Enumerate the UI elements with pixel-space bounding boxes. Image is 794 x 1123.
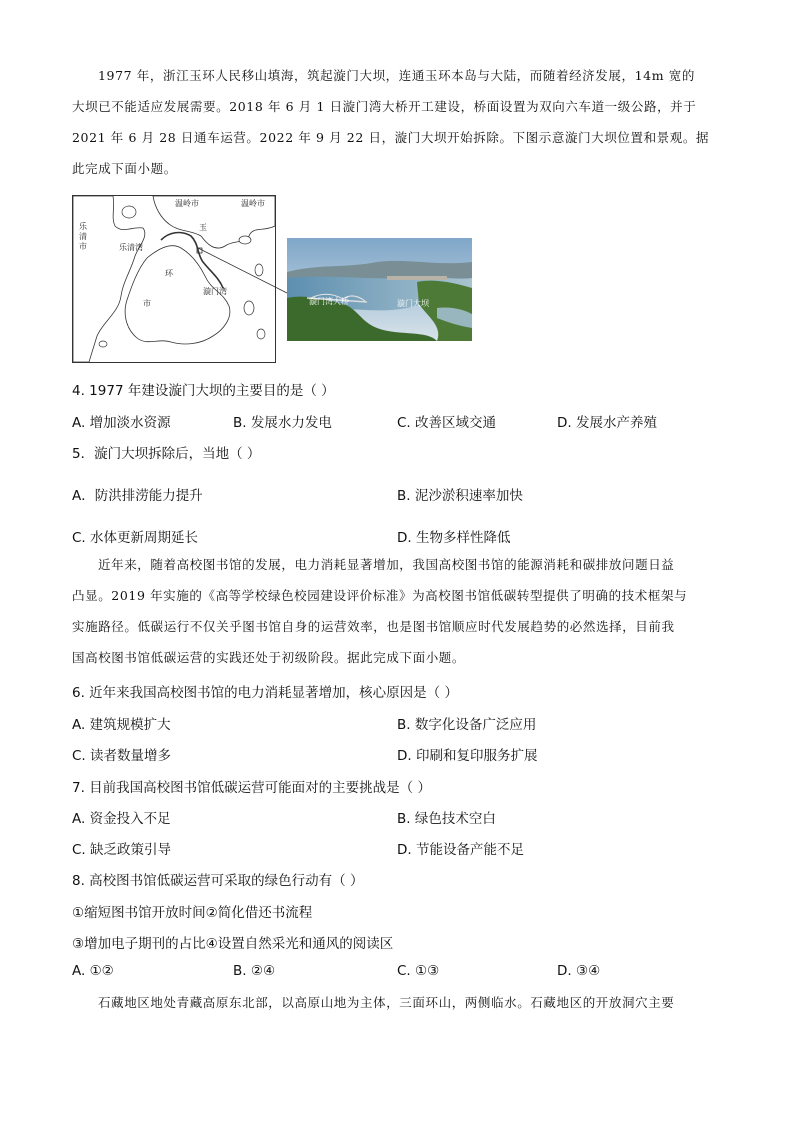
map-label-shi: 市	[143, 299, 151, 308]
q7-option-c[interactable]: C. 缺乏政策引导	[72, 842, 172, 858]
intro-paragraph-1	[72, 60, 722, 184]
map-label-yu: 玉	[199, 223, 207, 232]
intro2-line-2: 凸显。2019 年实施的《高等学校绿色校园建设评价标准》为高校图书馆低碳转型提供了明确的技术框架与	[72, 588, 688, 603]
intro1-line-4: 此完成下面小题。	[72, 161, 177, 176]
q8-option-c[interactable]: C. ①③	[397, 963, 440, 979]
q7-option-a[interactable]: A. 资金投入不足	[72, 811, 171, 827]
intro1-line-2: 大坝已不能适应发展需要。2018 年 6 月 1 日漩门湾大桥开工建设，桥面设置为双向六车道一级公路，并于	[72, 99, 697, 114]
q5-option-c[interactable]: C. 水体更新周期延长	[72, 530, 199, 546]
q4-option-c[interactable]: C. 改善区域交通	[397, 415, 497, 431]
photo-label-dam: 漩门大坝	[397, 299, 429, 308]
intro1-line-3: 2021 年 6 月 28 日通车运营。2022 年 9 月 22 日，漩门大坝开始拆除。下图示意漩门大坝位置和景观。据	[72, 130, 710, 145]
q6-option-c[interactable]: C. 读者数量增多	[72, 748, 172, 764]
q7-stem: 7. 目前我国高校图书馆低碳运营可能面对的主要挑战是（ ）	[72, 780, 431, 796]
q8-item-line-1: ①缩短图书馆开放时间②简化借还书流程	[72, 905, 313, 921]
map-label-wenling-2: 温岭市	[241, 199, 265, 208]
q4-option-d[interactable]: D. 发展水产养殖	[557, 415, 657, 431]
q7-option-d[interactable]: D. 节能设备产能不足	[397, 842, 524, 858]
q5-option-b[interactable]: B. 泥沙淤积速率加快	[397, 488, 523, 504]
q4-option-a[interactable]: A. 增加淡水资源	[72, 415, 171, 431]
intro2-line-1: 近年来，随着高校图书馆的发展，电力消耗显著增加，我国高校图书馆的能源消耗和碳排放问题日益	[98, 557, 675, 572]
q6-option-d[interactable]: D. 印刷和复印服务扩展	[397, 748, 538, 764]
map-label-wenling-1: 温岭市	[175, 199, 199, 208]
dam-landscape-photo	[287, 238, 472, 341]
intro-paragraph-3	[72, 987, 722, 1018]
map-photo-connector	[195, 245, 295, 305]
intro1-line-1: 1977 年，浙江玉环人民移山填海，筑起漩门大坝，连通玉环本岛与大陆，而随着经济发展，14m 宽的	[98, 68, 695, 83]
photo-label-bridge: 漩门湾大桥	[309, 297, 349, 306]
intro-paragraph-2	[72, 549, 722, 673]
q8-item-line-2: ③增加电子期刊的占比④设置自然采光和通风的阅读区	[72, 936, 394, 952]
map-label-yueqing-bay: 乐清湾	[119, 243, 143, 252]
q6-stem: 6. 近年来我国高校图书馆的电力消耗显著增加，核心原因是（ ）	[72, 685, 458, 701]
photo-drawing	[287, 238, 472, 341]
q4-option-b[interactable]: B. 发展水力发电	[233, 415, 332, 431]
q8-stem: 8. 高校图书馆低碳运营可采取的绿色行动有（ ）	[72, 873, 364, 889]
map-label-xuanmen-bay: 漩门湾	[203, 287, 227, 296]
q8-option-d[interactable]: D. ③④	[557, 963, 601, 979]
map-label-huan: 环	[165, 269, 173, 278]
q8-option-b[interactable]: B. ②④	[233, 963, 276, 979]
intro2-line-3: 实施路径。低碳运行不仅关乎图书馆自身的运营效率，也是图书馆顺应时代发展趋势的必然选择，目前我	[72, 619, 675, 634]
map-label-yueqing: 乐清市	[79, 222, 87, 251]
q8-option-a[interactable]: A. ①②	[72, 963, 114, 979]
q6-option-a[interactable]: A. 建筑规模扩大	[72, 717, 171, 733]
q7-option-b[interactable]: B. 绿色技术空白	[397, 811, 496, 827]
q5-option-a[interactable]: A．防洪排涝能力提升	[72, 488, 203, 504]
q5-option-d[interactable]: D. 生物多样性降低	[397, 530, 511, 546]
q5-stem: 5．漩门大坝拆除后，当地（ ）	[72, 446, 261, 462]
intro2-line-4: 国高校图书馆低碳运营的实践还处于初级阶段。据此完成下面小题。	[72, 650, 466, 665]
intro3-line-1: 石藏地区地处青藏高原东北部，以高原山地为主体，三面环山，两侧临水。石藏地区的开放洞穴主要	[98, 995, 675, 1010]
q4-stem: 4. 1977 年建设漩门大坝的主要目的是（ ）	[72, 383, 335, 399]
q6-option-b[interactable]: B. 数字化设备广泛应用	[397, 717, 537, 733]
